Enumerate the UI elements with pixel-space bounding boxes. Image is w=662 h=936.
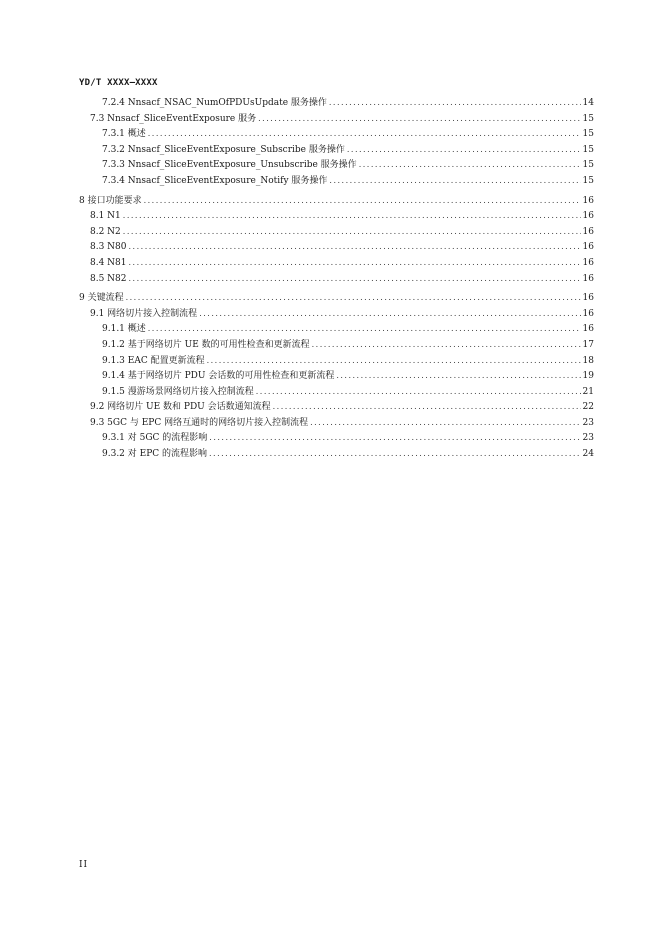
toc-entry-title: 8.2 N2: [90, 226, 121, 237]
toc-dot-leader: [207, 353, 581, 369]
toc-entry-page-number: 16: [582, 242, 594, 253]
toc-entry[interactable]: [79, 111, 594, 127]
toc-entry-page-number: 16: [582, 324, 594, 335]
toc-dot-leader: [209, 430, 580, 446]
toc-entry-page-number: 16: [582, 211, 594, 222]
toc-group: [79, 290, 594, 462]
toc-group: [79, 193, 594, 287]
toc-entry-title: 9 关键流程: [79, 293, 124, 304]
toc-entry[interactable]: [79, 157, 594, 173]
toc-dot-leader: [347, 142, 581, 158]
toc-entry-title: 9.1.4 基于网络切片 PDU 会话数的可用性检查和更新流程: [102, 371, 335, 382]
toc-entry[interactable]: [79, 95, 594, 111]
toc-entry[interactable]: [79, 384, 594, 400]
toc-entry-title: 9.1.3 EAC 配置更新流程: [102, 355, 205, 366]
toc-entry-page-number: 16: [582, 195, 594, 206]
toc-dot-leader: [209, 446, 581, 462]
toc-dot-leader: [129, 239, 581, 255]
toc-entry-title: 8.4 N81: [90, 257, 127, 268]
toc-entry[interactable]: [79, 321, 594, 337]
toc-entry[interactable]: [79, 255, 594, 271]
toc-entry-page-number: 18: [582, 355, 594, 366]
page-number: II: [79, 860, 89, 870]
toc-dot-leader: [123, 224, 581, 240]
toc-dot-leader: [258, 111, 580, 127]
toc-entry[interactable]: [79, 306, 594, 322]
toc-group: [79, 95, 594, 189]
toc-entry[interactable]: [79, 208, 594, 224]
toc-dot-leader: [144, 193, 581, 209]
toc-entry-page-number: 23: [582, 433, 594, 444]
table-of-contents: [79, 95, 594, 466]
toc-entry-page-number: 21: [582, 386, 594, 397]
toc-entry[interactable]: [79, 399, 594, 415]
toc-entry-page-number: 15: [582, 175, 594, 186]
toc-dot-leader: [126, 290, 581, 306]
toc-dot-leader: [359, 157, 581, 173]
toc-entry[interactable]: [79, 446, 594, 462]
toc-entry[interactable]: [79, 173, 594, 189]
toc-dot-leader: [123, 208, 581, 224]
toc-entry-title: 9.1 网络切片接入控制流程: [90, 308, 198, 319]
toc-entry-page-number: 16: [582, 293, 594, 304]
toc-entry-page-number: 15: [582, 144, 594, 155]
toc-entry[interactable]: [79, 290, 594, 306]
toc-entry-title: 9.3 5GC 与 EPC 网络互通时的网络切片接入控制流程: [90, 417, 309, 428]
toc-entry-title: 8.5 N82: [90, 273, 127, 284]
toc-entry-page-number: 16: [582, 257, 594, 268]
toc-entry-title: 8.3 N80: [90, 242, 127, 253]
toc-dot-leader: [148, 321, 581, 337]
toc-entry-title: 8 接口功能要求: [79, 195, 142, 206]
toc-entry-page-number: 16: [582, 226, 594, 237]
toc-entry-page-number: 16: [582, 308, 594, 319]
toc-entry-page-number: 16: [582, 273, 594, 284]
toc-entry[interactable]: [79, 337, 594, 353]
toc-entry-title: 9.1.5 漫游场景网络切片接入控制流程: [102, 386, 254, 397]
toc-entry-title: 7.2.4 Nnsacf_NSAC_NumOfPDUsUpdate 服务操作: [102, 98, 327, 108]
toc-entry-page-number: 24: [582, 449, 594, 460]
toc-dot-leader: [129, 271, 581, 287]
toc-entry-page-number: 14: [582, 98, 594, 108]
document-code-header: YD/T XXXX—XXXX: [79, 78, 158, 88]
toc-dot-leader: [310, 415, 580, 431]
toc-entry[interactable]: [79, 239, 594, 255]
toc-entry-page-number: 15: [582, 113, 594, 124]
toc-entry[interactable]: [79, 415, 594, 431]
toc-entry-page-number: 23: [582, 417, 594, 428]
toc-entry[interactable]: [79, 430, 594, 446]
toc-entry-title: 7.3 Nnsacf_SliceEventExposure 服务: [90, 113, 257, 124]
toc-dot-leader: [256, 384, 581, 400]
toc-dot-leader: [329, 173, 580, 189]
toc-entry-title: 9.3.1 对 5GC 的流程影响: [102, 433, 208, 444]
toc-entry-page-number: 15: [582, 129, 594, 140]
toc-dot-leader: [312, 337, 581, 353]
toc-entry[interactable]: [79, 224, 594, 240]
toc-entry-title: 9.1.1 概述: [102, 324, 146, 335]
toc-entry-page-number: 17: [582, 339, 594, 350]
toc-dot-leader: [199, 306, 580, 322]
toc-entry[interactable]: [79, 368, 594, 384]
toc-entry[interactable]: [79, 142, 594, 158]
toc-entry-title: 7.3.4 Nnsacf_SliceEventExposure_Notify 服务操作: [102, 175, 328, 186]
toc-entry-title: 7.3.3 Nnsacf_SliceEventExposure_Unsubscribe 服务操作: [102, 160, 357, 171]
toc-entry-page-number: 15: [582, 160, 594, 171]
toc-entry[interactable]: [79, 271, 594, 287]
toc-entry[interactable]: [79, 126, 594, 142]
toc-dot-leader: [329, 95, 581, 111]
toc-entry[interactable]: [79, 353, 594, 369]
toc-entry-page-number: 19: [582, 371, 594, 382]
toc-entry-title: 8.1 N1: [90, 211, 121, 222]
toc-dot-leader: [336, 368, 580, 384]
toc-entry-title: 7.3.1 概述: [102, 129, 146, 140]
toc-entry-title: 9.1.2 基于网络切片 UE 数的可用性检查和更新流程: [102, 339, 310, 350]
toc-entry[interactable]: [79, 193, 594, 209]
toc-entry-title: 9.3.2 对 EPC 的流程影响: [102, 449, 207, 460]
toc-entry-page-number: 22: [582, 402, 594, 413]
toc-entry-title: 7.3.2 Nnsacf_SliceEventExposure_Subscribe 服务操作: [102, 144, 345, 155]
toc-dot-leader: [273, 399, 581, 415]
toc-dot-leader: [148, 126, 581, 142]
toc-entry-title: 9.2 网络切片 UE 数和 PDU 会话数通知流程: [90, 402, 271, 413]
toc-dot-leader: [129, 255, 581, 271]
